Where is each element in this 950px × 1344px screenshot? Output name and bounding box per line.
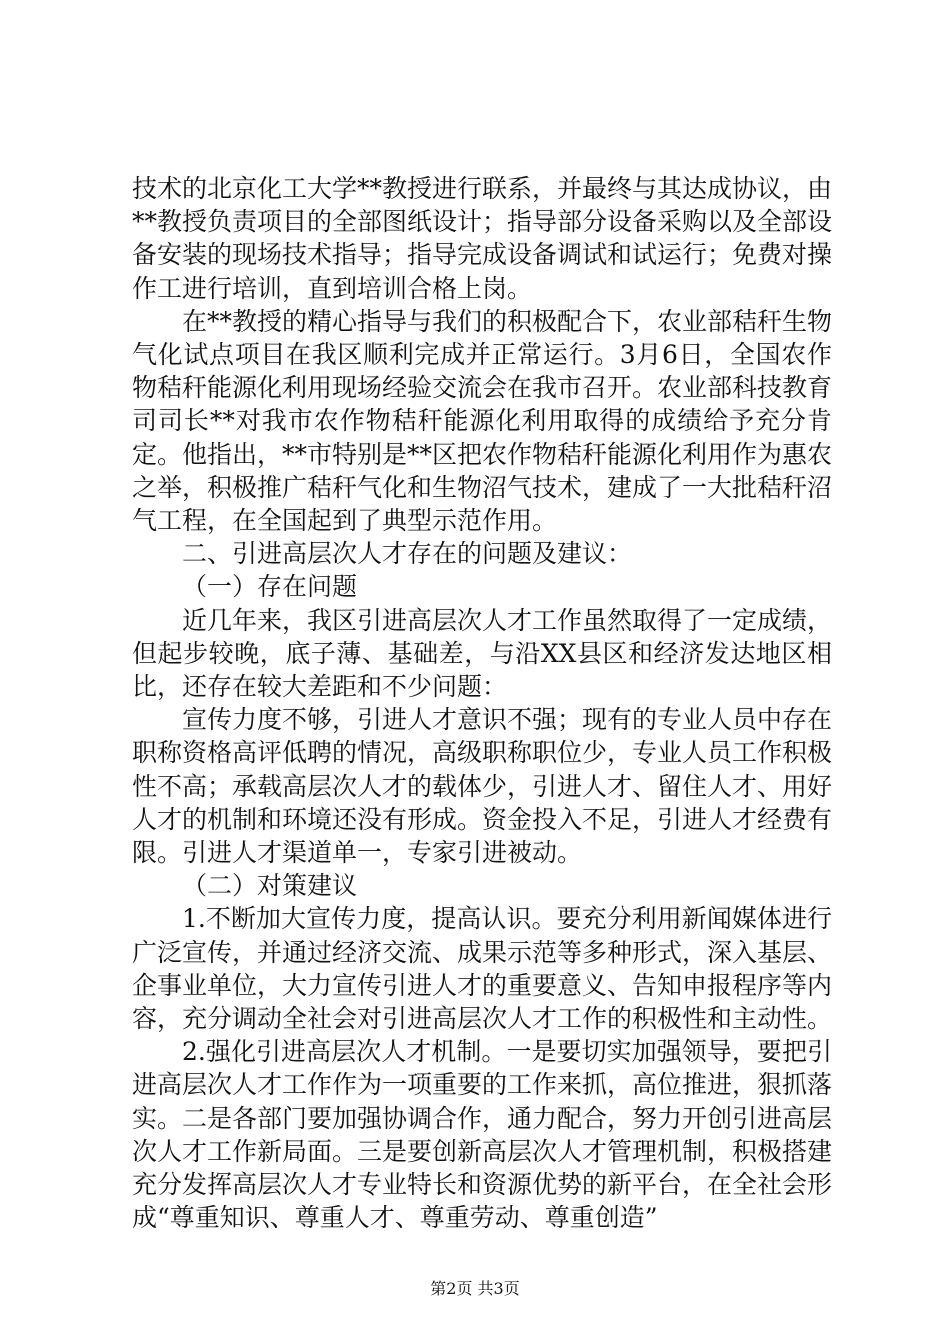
paragraph-continuation: 技术的北京化工大学**教授进行联系，并最终与其达成协议，由**教授负责项目的全部图纸设计；指导部分设备采购以及全部设备安装的现场技术指导；指导完成设备调试和试运行；免费对操作工进行培训，直到培训合格上岗。 (132, 174, 833, 303)
paragraph-suggestion-1: 1.不断加大宣传力度，提高认识。要充分利用新闻媒体进行广泛宣传，并通过经济交流、成果示范等多种形式，深入基层、企事业单位，大力宣传引进人才的重要意义、告知申报程序等内容，充分调动全社会对引进高层次人才工作的积极性和主动性。 (132, 904, 833, 1034)
document-body (132, 172, 832, 1235)
subheading-existing-problems: （一）存在问题 (182, 572, 358, 602)
subheading-countermeasures: （二）对策建议 (182, 871, 358, 901)
paragraph-suggestion-2: 2.强化引进高层次人才机制。一是要切实加强领导，要把引进高层次人才工作作为一项重要的工作来抓，高位推进，狠抓落实。二是各部门要加强协调合作，通力配合，努力开创引进高层次人才工作新局面。三是要创新高层次人才管理机制，积极搭建充分发挥高层次人才专业特长和资源优势的新平台，在全社会形成“尊重知识、尊重人才、尊重劳动、尊重创造” (132, 1037, 833, 1233)
section-heading-problems-and-suggestions: 二、引进高层次人才存在的问题及建议： (182, 539, 633, 569)
paragraph-recent-years: 近几年来，我区引进高层次人才工作虽然取得了一定成绩，但起步较晚，底子薄、基础差，与沿XX县区和经济发达地区相比，还存在较大差距和不少问题： (132, 605, 833, 702)
page-number-footer: 第2页 共3页 (430, 1279, 520, 1298)
paragraph-problems-list: 宣传力度不够，引进人才意识不强；现有的专业人员中存在职称资格高评低聘的情况，高级职称职位少，专业人员工作积极性不高；承载高层次人才的载体少，引进人才、留住人才、用好人才的机制和环境还没有形成。资金投入不足，引进人才经费有限。引进人才渠道单一，专家引进被动。 (132, 705, 833, 868)
paragraph-project-success: 在**教授的精心指导与我们的积极配合下，农业部秸秆生物气化试点项目在我区顺利完成并正常运行。3月6日，全国农作物秸秆能源化利用现场经验交流会在我市召开。农业部科技教育司司长**对我市农作物秸秆能源化利用取得的成绩给予充分肯定。他指出，**市特别是**区把农作物秸秆能源化利用作为惠农之举，积极推广秸秆气化和生物沼气技术，建成了一大批秸秆沼气工程，在全国起到了典型示范作用。 (132, 306, 833, 536)
